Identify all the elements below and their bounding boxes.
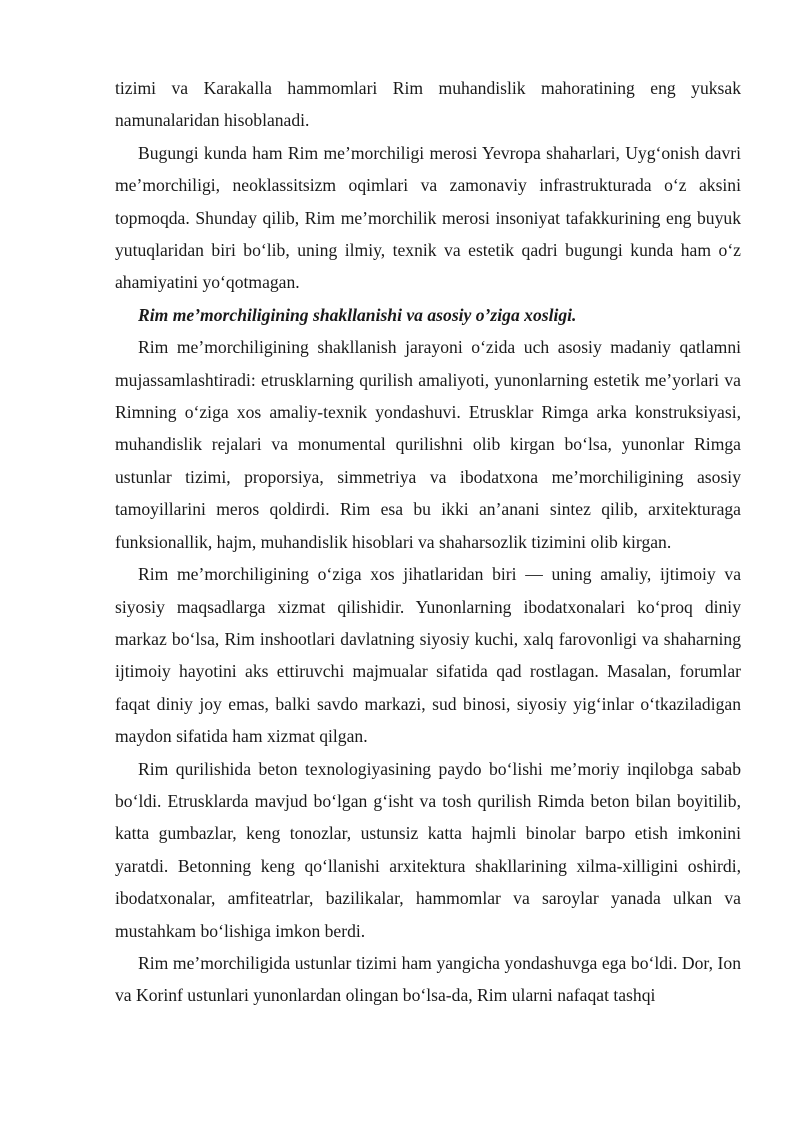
paragraph-columns: Rim me’morchiligida ustunlar tizimi ham yangicha yondashuvga ega bo‘ldi. Dor, Ion va Korinf ustunlari yunonlardan olingan bo‘lsa-da, Rim ularni nafaqat tashqi: [115, 952, 741, 1006]
paragraph-features: Rim me’morchiligining o‘ziga xos jihatlaridan biri — uning amaliy, ijtimoiy va siyosiy maqsadlarga xizmat qilishidir. Yunonlarning ibodatxonalari ko‘proq diniy markaz bo‘lsa, Rim inshootlari davlatning siyosiy kuchi, xalq farovonligi va shaharning ijtimoiy hayotini aks ettiruvchi majmualar sifatida qad rostlagan. Masalan, forumlar faqat diniy joy emas, balki savdo markazi, sud binosi, siyosiy yig‘inlar o‘tkaziladigan maydon sifatida ham xizmat qilgan.: [115, 564, 741, 747]
paragraph-intro-continuation: tizimi va Karakalla hammomlari Rim muhandislik mahoratining eng yuksak namunalaridan hisoblanadi.: [115, 78, 741, 131]
paragraph-concrete: Rim qurilishida beton texnologiyasining paydo bo‘lishi me’moriy inqilobga sabab bo‘ldi. Etrusklarda mavjud bo‘lgan g‘isht va tosh qurilish Rimda beton bilan boyitilib, katta gumbazlar, keng tonozlar, ustunsiz katta hajmli binolar barpo etish imkonini yaratdi. Betonning keng qo‘llanishi arxitektura shakllarining xilma-xilligini oshirdi, ibodatxonalar, amfiteatrlar, bazilikalar, hammomlar va saroylar yanada ulkan va mustahkam bo‘lishiga imkon berdi.: [115, 758, 741, 941]
document-page: [115, 72, 741, 1012]
paragraph-legacy: Bugungi kunda ham Rim me’morchiligi merosi Yevropa shaharlari, Uyg‘onish davri me’morchiligi, neoklassitsizm oqimlari va zamonaviy infrastrukturada o‘z aksini topmoqda. Shunday qilib, Rim me’morchilik merosi insoniyat tafakkurining eng buyuk yutuqlaridan biri bo‘lib, uning ilmiy, texnik va estetik qadri bugungi kunda ham o‘z ahamiyatini yo‘qotmagan.: [115, 142, 741, 293]
paragraph-formation: Rim me’morchiligining shakllanish jarayoni o‘zida uch asosiy madaniy qatlamni mujassamlashtiradi: etrusklarning qurilish amaliyoti, yunonlarning estetik me’yorlari va Rimning o‘ziga xos amaliy-texnik yondashuvi. Etrusklar Rimga arka konstruksiyasi, muhandislik rejalari va monumental qurilishni olib kirgan bo‘lsa, yunonlar Rimga ustunlar tizimi, proporsiya, simmetriya va ibodatxona me’morchiligining asosiy tamoyillarini meros qoldirdi. Rim esa bu ikki an’anani sintez qilib, arxitekturaga funksionallik, hajm, muhandislik hisoblari va shaharsozlik tizimini olib kirgan.: [115, 337, 741, 552]
section-heading: Rim me’morchiligining shakllanishi va asosiy o’ziga xosligi.: [138, 304, 577, 325]
